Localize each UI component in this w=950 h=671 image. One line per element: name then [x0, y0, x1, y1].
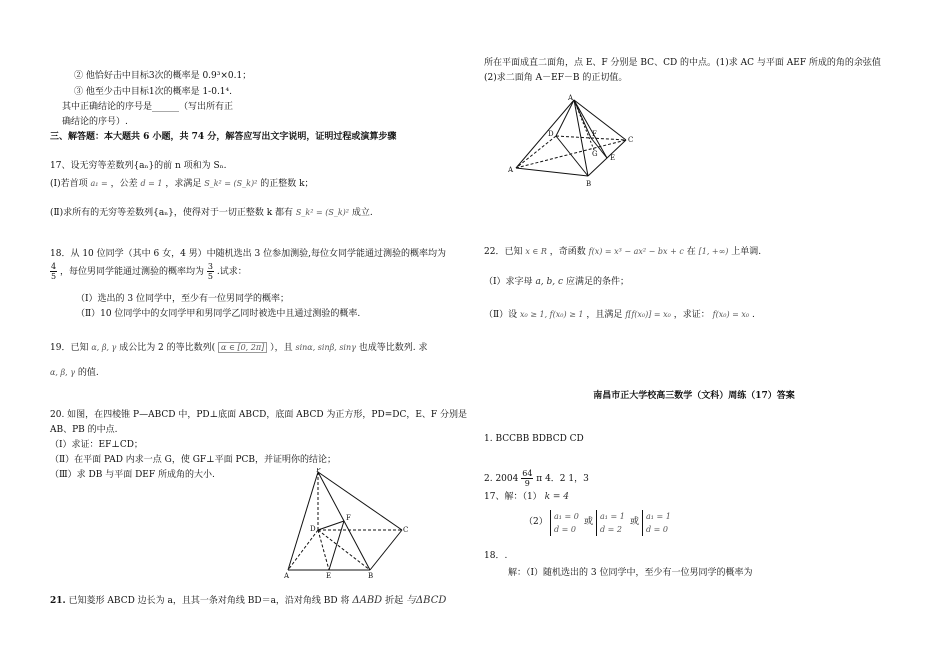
edge-pa [288, 472, 318, 570]
label-c: C [403, 526, 409, 534]
q19-alpha-range: α ∈ [0, 2π] [218, 342, 267, 353]
q17-sk-formula: S_k² = (S_k)² [204, 179, 258, 188]
q17-a1-formula: a₁ = [90, 179, 108, 188]
answer-title: 南昌市正大学校高三数学（文科）周练（17）答案 [593, 391, 795, 401]
q21-stem-cont: 所在平面成直二面角，点 E、F 分别是 BC、CD 的中点。(1)求 AC 与平面 AEF 所成的角的余弦值 [484, 58, 881, 68]
edge-df [318, 521, 344, 530]
q16-answer-prompt-cont: 确结论的序号）. [62, 117, 128, 127]
answer-17-system-3: a₁ = 1 d = 0 [642, 510, 671, 536]
edge-da [288, 530, 318, 570]
svg-text:C: C [628, 136, 634, 144]
label-p: P [316, 468, 321, 474]
q21-stem-cont-2: (2)求二面角 A－EF－B 的正切值。 [484, 73, 628, 83]
answer-17-part2-label: （2） [524, 517, 548, 527]
answer-18: 18．. [484, 551, 508, 561]
q20-part1: （Ⅰ）求证：EF⊥CD； [50, 440, 143, 450]
svg-text:A: A [508, 166, 514, 174]
label-a: A [284, 572, 290, 580]
q19-stem-cont: α, β, γ 的值. [50, 368, 99, 378]
answer-2-fraction: $\frac{64}{9}$ [522, 469, 533, 488]
q18-fraction-4-5: $\frac{4}{5}$ [51, 262, 57, 281]
edge-pc [318, 472, 402, 530]
q22-function: f(x) = x³ − ax² − bx + c [588, 247, 684, 256]
svg-text:B: B [586, 180, 592, 188]
q18-stem-cont: $\frac{4}{5}$ ，每位男同学能通过测验的概率均为 $\frac{3}{5}$ .试求： [51, 262, 247, 281]
q18-part1: （Ⅰ）选出的 3 位同学中，至少有一位男同学的概率； [76, 294, 290, 304]
q21-tetrahedron-figure [508, 94, 638, 190]
q21-stem: 21. 已知菱形 ABCD 边长为 a，且其一条对角线 BD＝a，沿对角线 BD 将 ΔABD 折起 与ΔBCD [50, 595, 447, 606]
answer-18-text: 解：（Ⅰ）随机选出的 3 位同学中，至少有一位男同学的概率为 [508, 568, 753, 578]
q18-part2: （Ⅱ）10 位同学中的女同学甲和男同学乙同时被选中且通过测验的概率. [76, 309, 361, 319]
q20-pyramid-figure [280, 468, 410, 580]
q18-fraction-3-5: $\frac{3}{5}$ [207, 262, 213, 281]
answer-17-or-1: 或 [584, 517, 594, 527]
q20-part2: （Ⅱ）在平面 PAD 内求一点 G，使 GF⊥平面 PCB，并证明你的结论； [50, 455, 337, 465]
q20-part3: （Ⅲ）求 DB 与平面 DEF 所成角的大小. [50, 470, 215, 480]
q16-answer-prompt: 其中正确结论的序号是______（写出所有正 [62, 102, 234, 112]
q22-part1: （Ⅰ）求字母 a, b, c 应满足的条件； [484, 277, 629, 287]
q16-option-2: ② 他恰好击中目标3次的概率是 0.9³×0.1； [74, 71, 252, 81]
q19-greek-seq: α, β, γ [91, 343, 117, 352]
q22-stem: 22．已知 x ∈ R ，奇函数 f(x) = x³ − ax² − bx + c 在 [1, +∞) 上单调. [484, 247, 762, 257]
answer-17-or-2: 或 [630, 517, 640, 527]
q20-stem-cont: AB、PB 的中点. [50, 425, 118, 435]
q20-stem: 20. 如图，在四棱锥 P—ABCD 中，PD⊥底面 ABCD，底面 ABCD 为正方形，PD=DC，E、F 分别是 [50, 410, 468, 420]
answer-17-system-2: a₁ = 1 d = 2 [596, 510, 625, 536]
edge-db [318, 530, 370, 570]
q17-part1: (Ⅰ)若首项 a₁ = ，公差 d = 1 ，求满足 S_k² = (S_k)² 的正整数 k； [50, 179, 314, 189]
q17-stem: 17、设无穷等差数列{aₙ}的前 n 项和为 Sₙ. [50, 161, 227, 171]
edge-ef [329, 521, 344, 570]
q16-option-3: ③ 他至少击中目标1次的概率是 1-0.1⁴. [74, 87, 232, 97]
q18-stem: 18．从 10 位同学（其中 6 女，4 男）中随机选出 3 位参加测验,每位女同学能通过测验的概率均为 [50, 249, 446, 259]
label-e: E [326, 572, 332, 580]
section-3-heading: 三、解答题：本大题共 6 小题，共 74 分，解答应写出文字说明，证明过程或演算步骤 [50, 132, 397, 142]
svg-text:A: A [568, 94, 574, 102]
label-d: D [310, 525, 316, 533]
svg-text:E: E [610, 154, 616, 162]
answer-17-system-1: a₁ = 0 d = 0 [550, 510, 579, 536]
edge-de [318, 530, 329, 570]
q19-stem: 19．已知 α, β, γ 成公比为 2 的等比数列( α ∈ [0, 2π] ），且 sinα, sinβ, sinγ 也成等比数列. 求 [50, 343, 428, 353]
answer-17-part1: 17、解：（1） k = 4 [484, 492, 570, 502]
answer-2: 2. 2004 $\frac{64}{9}$ π 4．2 1，3 [484, 469, 589, 488]
svg-text:G: G [592, 150, 598, 158]
svg-text:D: D [548, 130, 554, 138]
label-f: F [346, 514, 351, 522]
label-b: B [368, 572, 374, 580]
edge-bc [370, 530, 402, 570]
q17-part2: (Ⅱ)求所有的无穷等差数列{aₙ}，使得对于一切正整数 k 都有 S_k² = (S_k)² 成立. [50, 208, 373, 218]
q17-sk2-formula: S_k² = (S_k)² [295, 208, 350, 217]
q22-part2: （Ⅱ）设 x₀ ≥ 1, f(x₀) ≥ 1 ，且满足 f[f(x₀)] = x₀ ，求证： f(x₀) = x₀ . [484, 310, 755, 320]
q19-sin-seq: sinα, sinβ, sinγ [295, 343, 356, 352]
svg-text:F: F [592, 130, 597, 138]
q17-d-formula: d = 1 [140, 179, 163, 188]
answer-1: 1. BCCBB BDBCD CD [484, 434, 584, 444]
